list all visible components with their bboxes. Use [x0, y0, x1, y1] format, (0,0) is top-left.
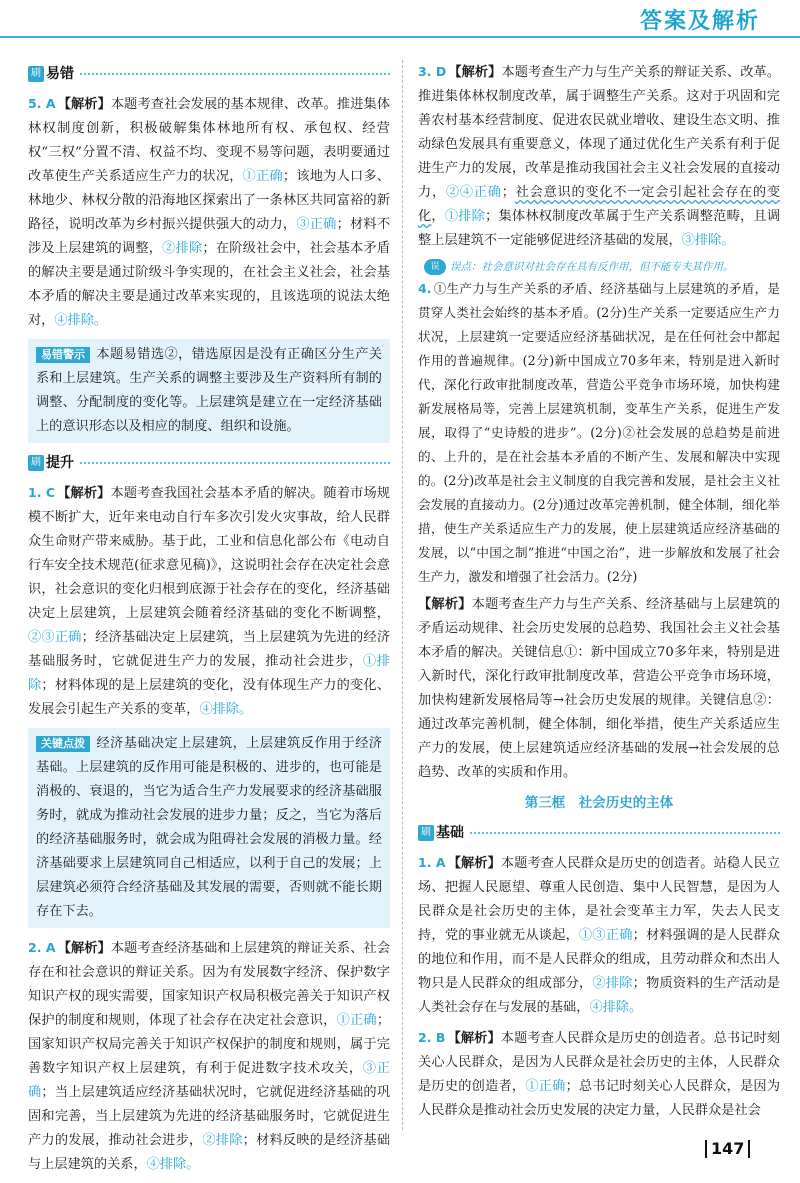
option-verdict: ①正确 — [525, 1079, 566, 1094]
analysis-label: 【解析】 — [57, 486, 111, 501]
analysis-text: 本题考查生产力与生产关系的辩证关系、改革。推进集体林权制度改革，属于调整生产关系。这对于巩固和完善农村基本经营制度、促进农民就业增收、建设生态文明、推动绿色发展具有重要意义，体现了通过优化生产关系有利于促进生产力的发展，改革是推动我国社会主义社会发展的直接动力， — [418, 65, 781, 200]
option-verdict: ②④正确 — [445, 185, 502, 200]
answer-item-4 — [418, 277, 780, 589]
answer-item-r1 — [418, 851, 780, 1020]
analysis-text: ；当上层建筑适应经济基础状况时，它就促进经济基础的巩固和完善，当上层建筑为先进的经济基础服务时，它就促进生产力的发展，推动社会进步， — [28, 1085, 391, 1148]
section-jichu — [418, 821, 780, 845]
option-verdict: ④排除。 — [146, 1157, 200, 1172]
section-tisheng — [28, 451, 390, 475]
right-column — [418, 60, 780, 1129]
answer-item-5 — [28, 92, 390, 333]
question-number: 2. A — [28, 940, 56, 955]
section-brush-icon: 刷 — [28, 455, 44, 471]
analysis-text: ； — [501, 185, 515, 200]
key-point-tag: 关键点拨 — [36, 736, 90, 752]
answer-item-3 — [418, 60, 780, 253]
analysis-text: ；国家知识产权局完善关于知识产权保护的制度和规则，属于完善数字知识产权上层建筑，有利于促进数字技术攻关， — [28, 1013, 391, 1076]
answer-item-r2 — [418, 1026, 780, 1123]
analysis-text: 本题考查我国社会基本矛盾的解决。随着市场规模不断扩大，近年来电动自行车多次引发火灾事故，给人民群众生命财产带来威胁。基于此，工业和信息化部公布《电动自行车安全技术规范(征求意见稿)》，这说明社会存在决定社会意识，社会意识的变化归根到底源于社会存在的变化，经济基础决定上层建筑，上层建筑会随着经济基础的变化不断调整， — [28, 486, 390, 621]
section-label: 基础 — [436, 825, 464, 841]
analysis-text: ；总书记时刻关心人民群众，是因为人民群众是推动社会历史发展的决定力量，人民群众是社会 — [418, 1079, 781, 1118]
left-column — [28, 60, 390, 1183]
lesson-subtitle: 第三框 社会历史的主体 — [524, 795, 674, 811]
question-number: 2. B — [418, 1030, 446, 1045]
key-point-note — [28, 728, 390, 928]
analysis-text: ；集体林权制度改革属于生产关系调整范畴，且调整上层建筑不一定能够促进经济基础的发展， — [418, 209, 781, 248]
option-verdict: ④排除。 — [589, 1000, 643, 1015]
option-verdict: ③正确 — [296, 217, 337, 232]
analysis-text: 本题考查生产力与生产关系、经济基础与上层建筑的矛盾运动规律、社会历史发展的总趋势、我国社会主义社会基本矛盾的解决。关键信息①：新中国成立70多年来，特别是进入新时代，深化行政审批制度改革，营造公平竞争市场环境，加快构建新发展格局等→社会历史发展的规律。关键信息②：通过改革完善机制，健全体制，细化举措，使生产关系适应生产力的发展，使上层建筑适应经济基础的发展→社会发展的总趋势、改革的实质和作用。 — [418, 597, 781, 780]
option-verdict: ③正确 — [28, 1061, 390, 1100]
page-header — [0, 0, 800, 58]
option-verdict: ②排除 — [592, 976, 633, 991]
section-brush-icon: 刷 — [28, 66, 44, 82]
page-number: 147 — [705, 1140, 750, 1158]
analysis-text: ；经济基础决定上层建筑，当上层建筑为先进的经济基础服务时，它就促进生产力的发展，推动社会进步， — [28, 630, 391, 669]
warning-tag: 易错警示 — [36, 347, 90, 363]
mistake-callout — [424, 259, 780, 275]
analysis-label: 【解析】 — [57, 97, 111, 112]
header-title: 答案及解析 — [639, 9, 760, 34]
question-number: 5. A — [28, 96, 56, 111]
answer-item-4-analysis — [418, 593, 780, 785]
key-point-text: 经济基础决定上层建筑，上层建筑反作用于经济基础。上层建筑的反作用可能是积极的、进步的，也可能是消极的、衰退的，当它为适合生产力发展要求的经济基础服务时，就成为推动社会发展的进步力量；反之，当它为落后的经济基础服务时，就会成为阻碍社会发展的消极力量。经济基础要求上层建筑同自己相适应，以利于自己的发展；上层建筑必须符合经济基础及其发展的需要，否则就不能长期存在下去。 — [36, 736, 382, 919]
section-label: 易错 — [46, 66, 74, 82]
analysis-text: ；在阶级社会中，社会基本矛盾的解决主要是通过阶级斗争实现的，在社会主义社会，社会基本矛盾的解决主要是通过改革来实现的，且该选项的说法太绝对， — [28, 241, 391, 328]
analysis-label: 【解析】 — [448, 65, 502, 80]
answer-item-2 — [28, 936, 390, 1177]
section-label: 提升 — [46, 455, 74, 471]
analysis-text: ；材料强调的是人民群众的地位和作用，而不是人民群众的组成，且劳动群众和杰出人物只是人民群众的组成部分， — [418, 928, 781, 991]
column-divider — [402, 60, 403, 1130]
analysis-text: ；材料体现的是上层建筑的变化，没有体现生产力的变化、发展会引起生产关系的变革， — [28, 678, 391, 717]
analysis-text: ；材料反映的是经济基础与上层建筑的关系， — [28, 1133, 391, 1172]
analysis-label: 【解析】 — [57, 941, 111, 956]
warning-note — [28, 339, 390, 443]
question-number: 1. C — [28, 485, 56, 500]
analysis-text: 本题考查人民群众是历史的创造者。总书记时刻关心人民群众，是因为人民群众是社会历史的主体，人民群众是历史的创造者， — [418, 1031, 781, 1094]
analysis-text: 本题考查人民群众是历史的创造者。站稳人民立场、把握人民愿望、尊重人民创造、集中人民智慧，是因为人民群众是社会历史的主体，是社会变革主力军，失去人民支持，党的事业就无从谈起， — [418, 856, 781, 943]
option-verdict: ②排除 — [162, 241, 203, 256]
analysis-label: 【解析】 — [447, 1031, 501, 1046]
option-verdict: ①正确 — [242, 169, 283, 184]
analysis-label: 【解析】 — [418, 597, 472, 612]
section-dotted-line — [470, 832, 780, 834]
option-verdict: ②排除 — [202, 1133, 243, 1148]
mistake-icon: 误 — [424, 259, 446, 275]
option-verdict: ①正确 — [336, 1013, 377, 1028]
option-verdict: ②③正确 — [28, 630, 82, 645]
wavy-underlined-text: 社会意识的变化不一定会引起社会存在的变化 — [418, 185, 781, 224]
question-number: 3. D — [418, 64, 447, 79]
option-verdict: ③排除。 — [681, 233, 735, 248]
option-verdict: ①排除 — [444, 209, 486, 224]
analysis-text: ；物质资料的生产活动是人类社会存在与发展的基础， — [418, 976, 781, 1015]
section-dotted-line — [80, 73, 390, 75]
option-verdict: ①③正确 — [579, 928, 633, 943]
model-answer-text: ①生产力与生产关系的矛盾、经济基础与上层建筑的矛盾，是贯穿人类社会始终的基本矛盾。(2分)生产关系一定要适应生产力状况，上层建筑一定要适应经济基础状况，是在任何社会中都起作用的普遍规律。(2分)新中国成立70多年来，特别是进入新时代，深化行政审批制度改革，营造公平竞争市场环境，加快构建新发展格局等，完善上层建筑机制，变革生产关系，促进生产发展，取得了“史诗般的进步”。(2分)②社会发展的总趋势是前进的、上升的，是在社会基本矛盾的不断产生、发展和解决中实现的。(2分)改革是社会主义制度的自我完善和发展，是社会主义社会发展的直接动力。(2分)通过改革完善机制，健全体制，细化举措，使生产关系适应生产力的发展，使上层建筑适应经济基础的发展，以“中国之制”推进“中国之治”，进一步解放和发展了社会生产力，激发和增强了社会活力。(2分) — [418, 281, 780, 584]
mistake-text: 社会意识对社会存在具有反作用，但不能专夫其作用。 — [481, 261, 734, 273]
answer-item-1 — [28, 481, 390, 722]
analysis-text: 本题考查社会发展的基本规律、改革。推进集体林权制度创新，积极破解集体林地所有权、承包权、经营权“三权”分置不清、权益不均、变现不易等问题，表明要通过改革使生产关系适应生产力的状况， — [28, 97, 391, 184]
section-dotted-line — [80, 462, 390, 464]
analysis-label: 【解析】 — [447, 856, 501, 871]
question-number: 4. — [418, 281, 432, 296]
section-yicuo — [28, 62, 390, 86]
option-verdict: ④排除。 — [54, 313, 108, 328]
option-verdict: ①排除 — [28, 654, 390, 693]
question-number: 1. A — [418, 855, 446, 870]
analysis-text: ；材料不涉及上层建筑的调整， — [28, 217, 391, 256]
header-rule — [0, 36, 800, 38]
option-verdict: ④排除。 — [199, 702, 253, 717]
warning-text: 本题易错选②，错选原因是没有正确区分生产关系和上层建筑。生产关系的调整主要涉及生产资料所有制的调整、分配制度的变化等。上层建筑是建立在一定经济基础上的意识形态以及相应的制度、组织和设施。 — [36, 347, 382, 434]
section-brush-icon: 刷 — [418, 825, 434, 841]
analysis-text: 本题考查经济基础和上层建筑的辩证关系、社会存在和社会意识的辩证关系。因为有发展数字经济、保护数字知识产权的现实需要，国家知识产权局积极完善关于知识产权保护的制度和规则，体现了社会存在决定社会意识， — [28, 941, 391, 1028]
analysis-text: ；该地为人口多、林地少、林权分散的沿海地区探索出了一条林区共同富裕的新路径，说明改革为乡村振兴提供强大的动力， — [28, 169, 391, 232]
mistake-label: 误点： — [450, 261, 482, 273]
analysis-text: ， — [431, 209, 445, 224]
